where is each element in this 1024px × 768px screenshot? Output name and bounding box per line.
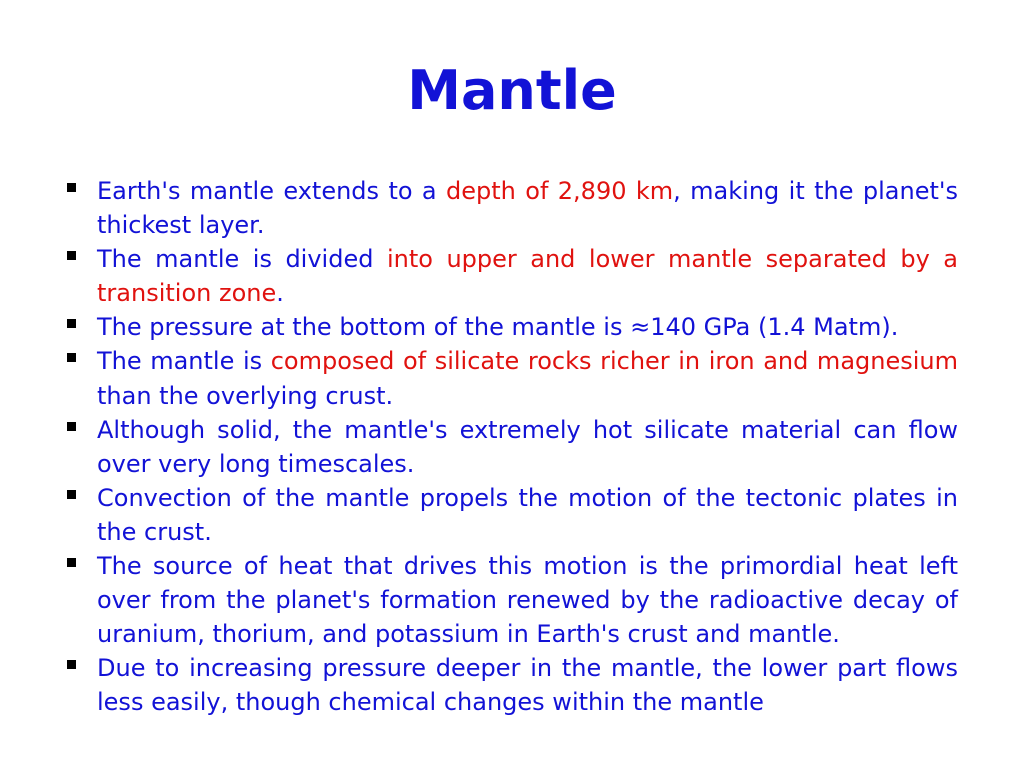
bullet-highlight: depth of 2,890 km	[446, 177, 674, 205]
bullet-text: Earth's mantle extends to a	[97, 177, 447, 205]
bullet-text: Although solid, the mantle's extremely hot silicate material can flow over very long timescales.	[97, 415, 958, 478]
bullet-item	[66, 413, 958, 481]
bullet-text: , making it the planet's thickest layer.	[97, 177, 958, 240]
bullet-text: Due to increasing pressure deeper in the mantle, the lower part flows less easily, though chemical changes within the mantle	[97, 654, 958, 717]
square-bullet-icon	[67, 319, 76, 328]
square-bullet-icon	[67, 660, 76, 669]
bullet-item	[66, 651, 958, 719]
square-bullet-icon	[67, 353, 76, 362]
bullet-text: .	[276, 279, 284, 308]
bullet-text: The source of heat that drives this motion is the primordial heat left over from the planet's formation renewed by the radioactive decay of uranium, thorium, and potassium in Earth's crust and mantle.	[97, 552, 958, 649]
slide-title: Mantle	[407, 59, 617, 122]
bullet-text: than the overlying crust.	[97, 381, 394, 410]
bullet-text: Convection of the mantle propels the motion of the tectonic plates in the crust.	[97, 483, 958, 546]
bullet-highlight: into upper and lower mantle separated by a transition zone	[97, 245, 958, 308]
square-bullet-icon	[67, 490, 76, 499]
bullet-item	[66, 549, 958, 651]
bullet-text: The mantle is	[97, 347, 271, 376]
bullet-item	[66, 174, 958, 242]
square-bullet-icon	[67, 183, 76, 192]
square-bullet-icon	[67, 422, 76, 431]
bullet-item	[66, 481, 958, 549]
square-bullet-icon	[67, 558, 76, 567]
bullet-text: The mantle is divided	[97, 245, 387, 274]
bullet-item	[66, 344, 958, 412]
square-bullet-icon	[67, 251, 76, 260]
bullet-text: The pressure at the bottom of the mantle is ≈140 GPa (1.4 Matm).	[97, 313, 899, 342]
bullet-highlight: composed of silicate rocks richer in iron and magnesium	[270, 347, 958, 376]
bullet-item	[66, 310, 958, 344]
bullet-item	[66, 242, 958, 310]
bullet-list	[66, 174, 958, 720]
